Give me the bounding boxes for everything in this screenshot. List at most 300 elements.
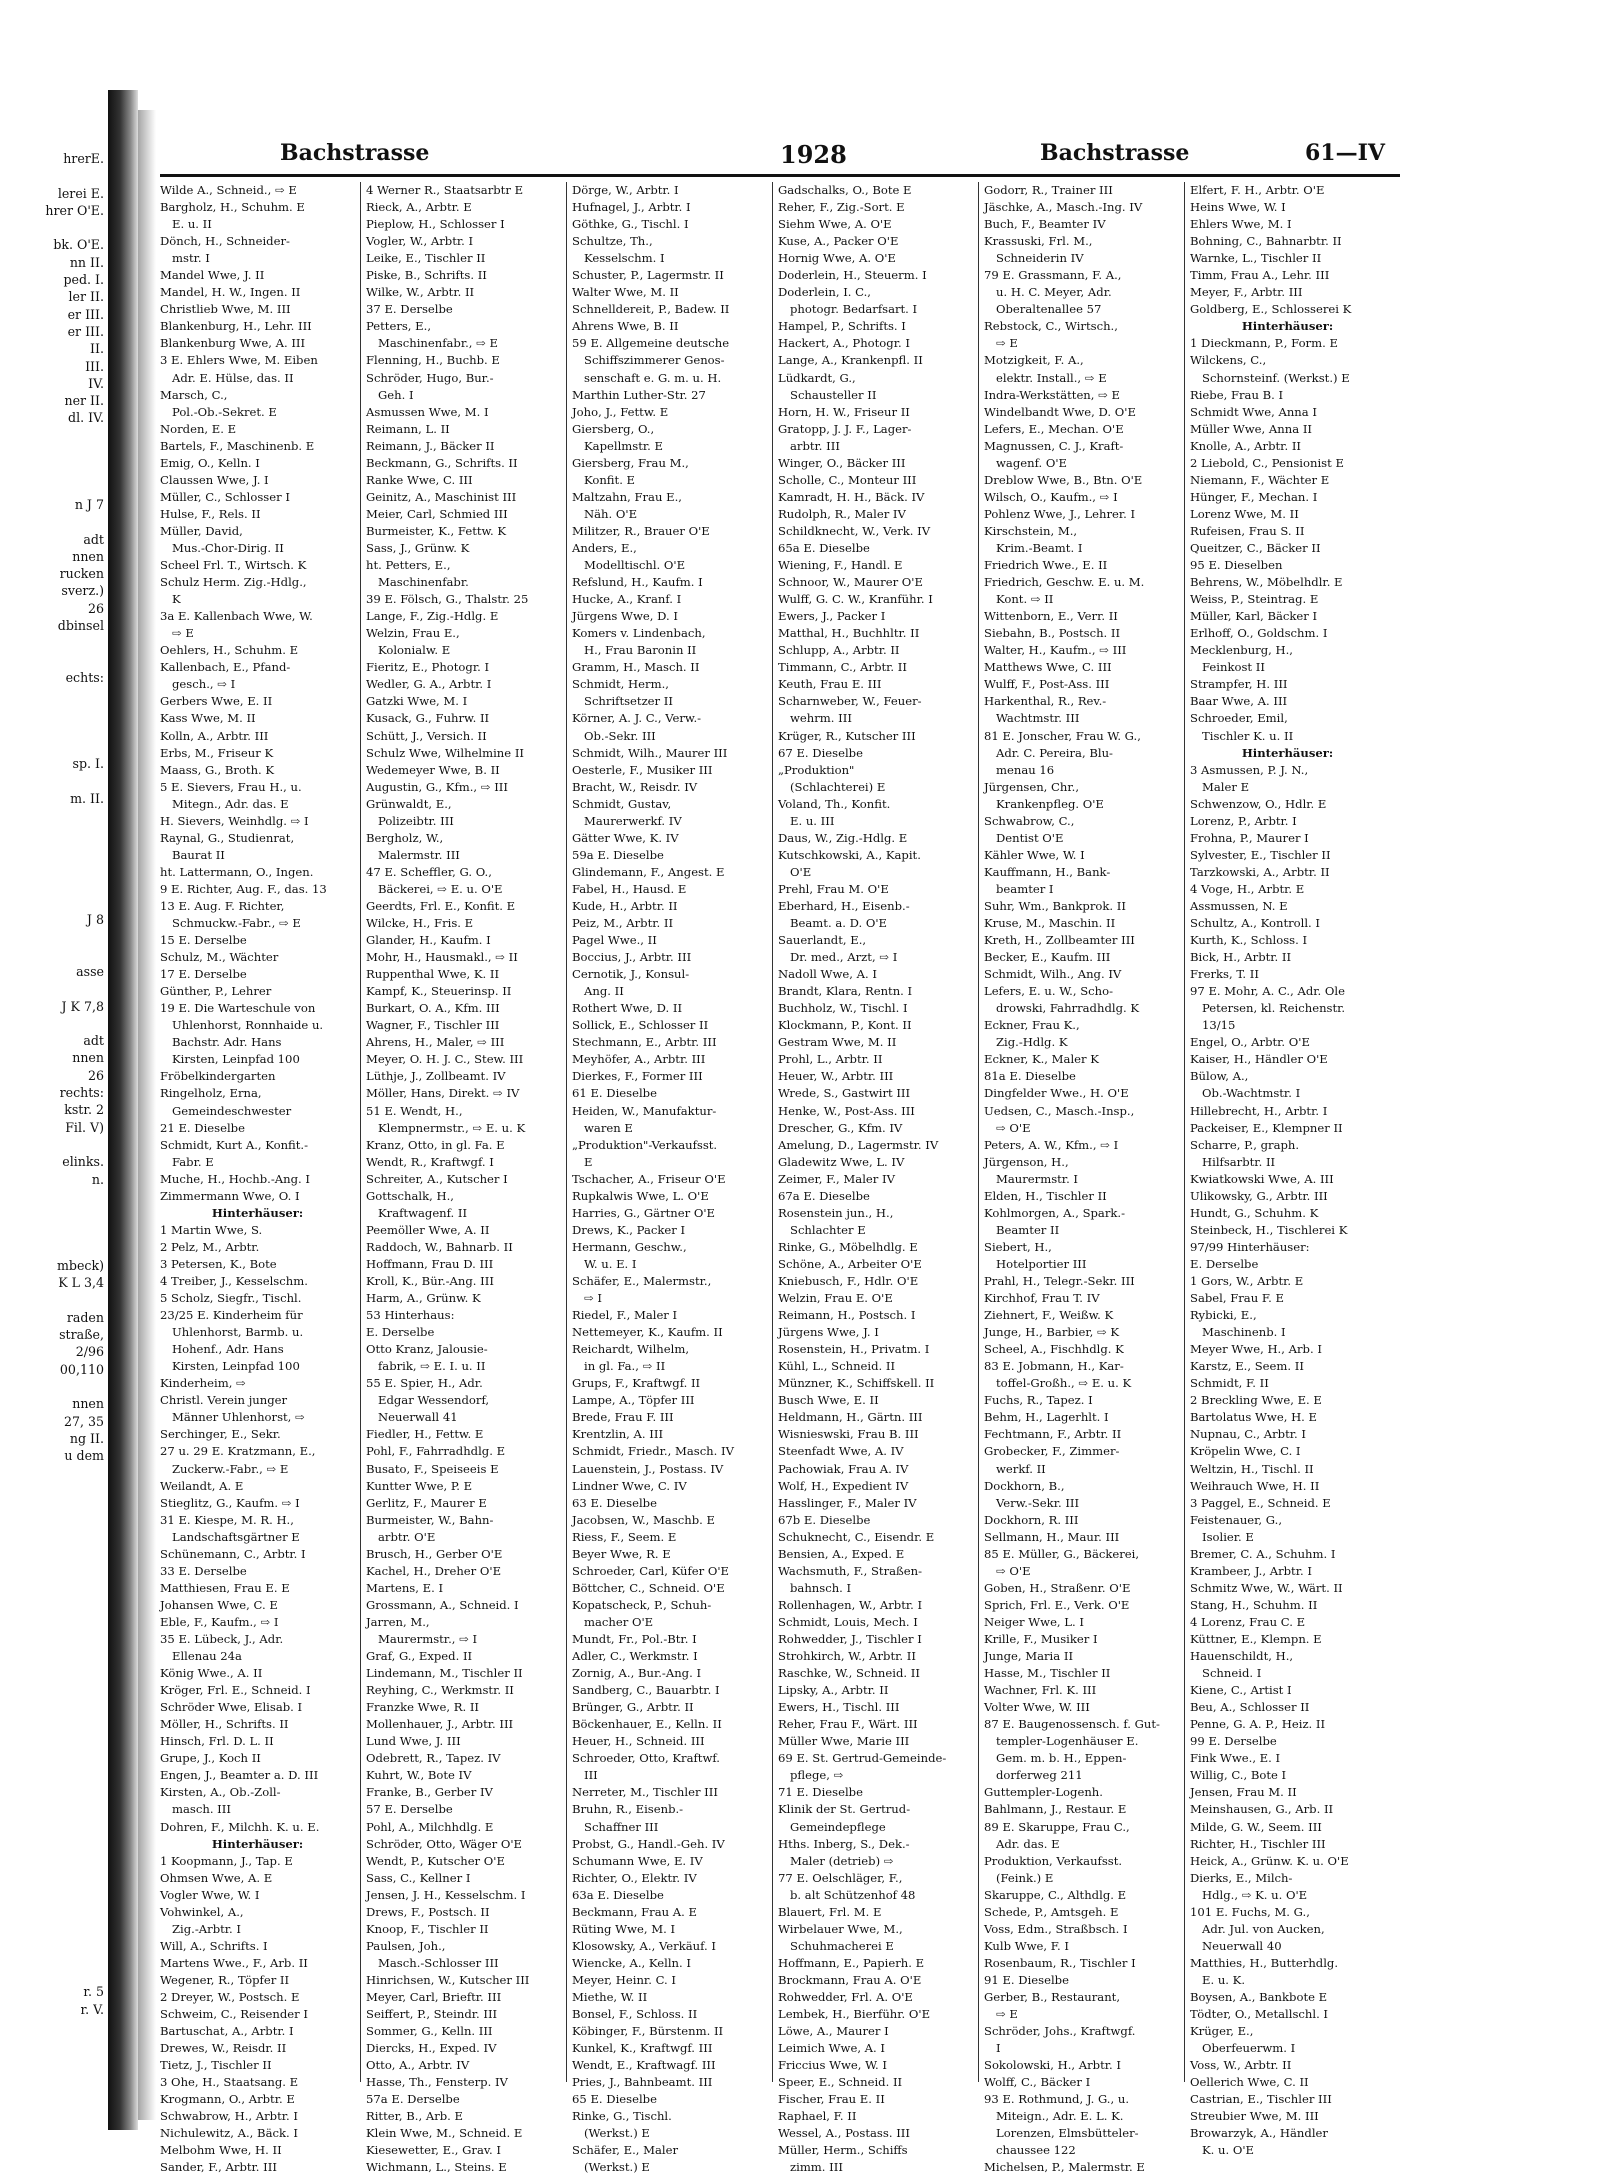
book-binding-gutter (108, 90, 138, 2130)
directory-entry: Schroeder, Otto, Kraftwf. (572, 1751, 720, 1766)
directory-entry: Schöne, A., Arbeiter O'E (778, 1256, 922, 1271)
directory-entry: Christlieb Wwe, M. III (160, 302, 291, 317)
directory-entry: Strampfer, H. III (1190, 677, 1288, 692)
directory-entry: Drews, F., Postsch. II (366, 1904, 490, 1919)
prev-page-line (0, 219, 106, 236)
directory-entry: Jäschke, A., Masch.-Ing. IV (984, 200, 1143, 215)
prev-page-line (0, 167, 106, 184)
prev-page-line (0, 1689, 106, 1706)
directory-entry: Sylvester, E., Tischler II (1190, 847, 1331, 862)
directory-entry: Timm, Frau A., Lehr. III (1190, 268, 1330, 283)
directory-entry: dorferweg 211 (996, 1768, 1083, 1783)
directory-entry: Jensen, Frau M. II (1190, 1785, 1297, 1800)
directory-entry: 63 E. Dieselbe (572, 1495, 657, 1510)
directory-entry: Isolier. E (1202, 1529, 1254, 1544)
prev-page-line (0, 704, 106, 721)
directory-entry: Kolonialw. E (378, 643, 451, 658)
directory-entry: Maass, G., Broth. K (160, 762, 275, 777)
directory-entry: Suhr, Wm., Bankprok. II (984, 898, 1126, 913)
directory-entry: Ang. II (584, 984, 624, 999)
directory-entry: Elden, H., Tischler II (984, 1188, 1107, 1203)
directory-entry: Daus, W., Zig.-Hdlg. E (778, 830, 908, 845)
directory-entry: Harkenthal, R., Rev.- (984, 694, 1107, 709)
prev-page-line (0, 1707, 106, 1724)
prev-page-line: ped. I. (63, 272, 104, 288)
directory-entry: Riedel, F., Maler I (572, 1308, 678, 1323)
directory-entry: Burmeister, W., Bahn- (366, 1512, 494, 1527)
directory-entry: 15 E. Derselbe (160, 933, 247, 948)
prev-page-line (0, 2053, 106, 2070)
column-6 (1190, 182, 1385, 2158)
directory-entry: ⇨ O'E (996, 1120, 1031, 1135)
directory-entry: Heiden, W., Manufaktur- (572, 1103, 717, 1118)
directory-entry: Wendt, P., Kutscher O'E (366, 1853, 505, 1868)
directory-entry: Skaruppe, C., Althdlg. E (984, 1887, 1127, 1902)
directory-entry: Heick, A., Grünw. K. u. O'E (1190, 1853, 1349, 1868)
directory-entry: Hinterhäuser: (211, 1205, 304, 1220)
directory-entry: Beamter II (996, 1222, 1060, 1237)
page-header (160, 130, 1400, 170)
directory-entry: 97 E. Mohr, A. C., Adr. Ole (1190, 984, 1345, 999)
directory-entry: Meyhöfer, A., Arbtr. III (572, 1052, 706, 1067)
directory-entry: 3a E. Kallenbach Wwe, W. (160, 609, 313, 624)
directory-entry: Lüdkardt, G., (778, 370, 856, 385)
directory-entry: Dentist O'E (996, 830, 1064, 845)
directory-entry: Klockmann, P., Kont. II (778, 1018, 912, 1033)
directory-entry: Gätter Wwe, K. IV (572, 830, 679, 845)
directory-entry: 61 E. Dieselbe (572, 1086, 657, 1101)
directory-entry: Kauffmann, H., Bank- (984, 864, 1111, 879)
directory-entry: Mecklenburg, H., (1190, 643, 1293, 658)
directory-entry: Fabr. E (172, 1154, 214, 1169)
directory-entry: Muche, H., Hochb.-Ang. I (160, 1171, 310, 1186)
directory-entry: Wiening, F., Handl. E (778, 558, 903, 573)
prev-page-line: sverz.) (61, 583, 104, 599)
directory-entry: Glander, H., Kaufm. I (366, 933, 491, 948)
directory-entry: Rupkalwis Wwe, L. O'E (572, 1188, 709, 1203)
prev-page-line: dbinsel (57, 618, 104, 634)
directory-entry: 5 E. Sievers, Frau H., u. (160, 779, 302, 794)
directory-entry: Timmann, C., Arbtr. II (778, 660, 907, 675)
directory-entry: Vogler Wwe, W. I (160, 1887, 260, 1902)
prev-page-line: IV. (88, 375, 104, 391)
directory-entry: arbtr. O'E (378, 1529, 436, 1544)
directory-entry: Schulz, M., Wächter (160, 950, 279, 965)
directory-entry: Warnke, L., Tischler II (1190, 251, 1322, 266)
directory-entry: Cernotik, J., Konsul- (572, 967, 690, 982)
directory-entry: K (172, 592, 181, 607)
directory-entry: Ohmsen Wwe, A. E (160, 1870, 273, 1885)
directory-entry: Pagel Wwe., II (572, 933, 657, 948)
directory-entry: Lindner Wwe, C. IV (572, 1478, 687, 1493)
directory-entry: Matthews Wwe, C. III (984, 660, 1112, 675)
directory-entry: Willig, C., Bote I (1190, 1768, 1287, 1783)
column-4 (778, 182, 973, 2175)
directory-entry: Boccius, J., Arbtr. III (572, 950, 692, 965)
directory-entry: 33 E. Derselbe (160, 1563, 247, 1578)
directory-entry: E (584, 1154, 593, 1169)
directory-entry: Kiene, C., Artist I (1190, 1683, 1292, 1698)
directory-entry: Kirschstein, M., (984, 523, 1078, 538)
directory-entry: Siebert, H., (984, 1239, 1052, 1254)
directory-entry: Grossmann, A., Schneid. I (366, 1597, 519, 1612)
prev-page-line: n J 7 (74, 496, 104, 512)
prev-page-line: hrerE. (63, 151, 104, 166)
directory-entry: Windelbandt Wwe, D. O'E (984, 404, 1136, 419)
directory-entry: Nichulewitz, A., Bäck. I (160, 2126, 298, 2141)
directory-entry: Mollenhauer, J., Arbtr. III (366, 1717, 514, 1732)
directory-entry: Raynal, G., Studienrat, (160, 830, 295, 845)
prev-page-line (0, 1880, 106, 1897)
directory-entry: Feinkost II (1202, 660, 1265, 675)
prev-page-line (0, 1222, 106, 1239)
directory-entry: Seiffert, P., Steindr. III (366, 2007, 498, 2022)
directory-entry: (Schlachterei) E (790, 779, 886, 794)
directory-entry: Tischler K. u. II (1202, 728, 1294, 743)
directory-entry: Petters, E., (366, 319, 432, 334)
directory-entry: Christl. Verein junger (160, 1393, 288, 1408)
directory-entry: 1 Koopmann, J., Tap. E (160, 1853, 293, 1868)
prev-page-line: kstr. 2 (64, 1102, 104, 1118)
directory-entry: ht. Petters, E., (366, 558, 451, 573)
directory-entry: Bohning, C., Bahnarbtr. II (1190, 234, 1342, 249)
directory-entry: Adr. Jul. von Aucken, (1202, 1921, 1325, 1936)
directory-entry: Komers v. Lindenbach, (572, 626, 706, 641)
directory-entry: 79 E. Grassmann, F. A., (984, 268, 1122, 283)
directory-entry: Kolln, A., Arbtr. III (160, 728, 269, 743)
directory-entry: Kroll, K., Bür.-Ang. III (366, 1274, 494, 1288)
directory-entry: Rosenbaum, R., Tischler I (984, 1955, 1136, 1970)
directory-entry: Lorenz Wwe, M. II (1190, 506, 1299, 521)
directory-entry: Franzke Wwe, R. II (366, 1700, 479, 1715)
directory-entry: Neiger Wwe, L. I (984, 1614, 1084, 1629)
directory-entry: Nettemeyer, K., Kaufm. II (572, 1325, 723, 1340)
directory-entry: Milde, G. W., Seem. III (1190, 1819, 1322, 1834)
directory-entry: Kröpelin Wwe, C. I (1190, 1444, 1301, 1459)
directory-entry: Ob.-Wachtmstr. I (1202, 1086, 1301, 1101)
prev-page-line (0, 1932, 106, 1949)
directory-entry: „Produktion" (778, 762, 855, 777)
directory-entry: Lauenstein, J., Postass. IV (572, 1461, 724, 1476)
directory-entry: Ob.-Sekr. III (584, 728, 656, 743)
directory-entry: Schuknecht, C., Eisendr. E (778, 1529, 935, 1544)
directory-entry: Schäfer, E., Maler (572, 2143, 679, 2158)
directory-entry: arbtr. III (790, 438, 840, 453)
directory-entry: Wulff, F., Post-Ass. III (984, 677, 1110, 692)
directory-entry: Landschaftsgärtner E (172, 1529, 300, 1544)
directory-entry: Günther, P., Lehrer (160, 984, 272, 999)
directory-entry: b. alt Schützenhof 48 (790, 1887, 916, 1902)
directory-entry: Raddoch, W., Bahnarb. II (366, 1239, 513, 1254)
prev-page-line: ng II. (69, 1430, 104, 1446)
directory-entry: 67a E. Dieselbe (778, 1188, 870, 1203)
directory-entry: Lampe, A., Töpfer III (572, 1393, 695, 1408)
directory-entry: 31 E. Kiespe, M. R. H., (160, 1512, 294, 1527)
directory-entry: Burmeister, K., Fettw. K (366, 523, 507, 538)
directory-entry: Wendt, E., Kraftwagf. III (572, 2058, 716, 2073)
directory-entry: Wolf, H., Expedient IV (778, 1478, 909, 1493)
directory-entry: Polizeibtr. III (378, 813, 454, 828)
prev-page-line (0, 1638, 106, 1655)
prev-page-line: mbeck) (56, 1258, 104, 1273)
directory-entry: Wilke, W., Arbtr. II (366, 285, 475, 300)
directory-entry: Welzin, Frau E. O'E (778, 1291, 893, 1306)
directory-entry: Kirsten, Leinpfad 100 (172, 1359, 300, 1374)
prev-page-line: er III. (67, 306, 104, 322)
directory-entry: Serchinger, E., Sekr. (160, 1427, 281, 1442)
directory-entry: Wittenborn, E., Verr. II (984, 609, 1118, 624)
directory-entry: Pries, J., Bahnbeamt. III (572, 2075, 713, 2090)
directory-entry: Sommer, G., Kelln. III (366, 2024, 493, 2039)
directory-entry: Dohren, F., Milchh. K. u. E. (160, 1819, 320, 1834)
directory-entry: Schlupp, A., Arbtr. II (778, 643, 900, 658)
directory-entry: Michelsen, P., Malermstr. E (984, 2160, 1145, 2175)
scan-top-margin (0, 0, 1600, 50)
directory-entry: Fiedler, H., Fettw. E (366, 1427, 484, 1442)
prev-page-line (0, 2018, 106, 2035)
directory-entry: Krogmann, O., Arbtr. E (160, 2092, 295, 2107)
directory-entry: Lindemann, M., Tischler II (366, 1666, 523, 1681)
directory-entry: Kwiatkowski Wwe, A. III (1190, 1171, 1334, 1186)
directory-entry: 93 E. Rothmund, J. G., u. (984, 2092, 1130, 2107)
prev-page-line: elinks. (62, 1154, 104, 1170)
directory-entry: Klosowsky, A., Verkäuf. I (572, 1938, 716, 1953)
directory-entry: Hucke, A., Kranf. I (572, 592, 682, 607)
directory-entry: Keuth, Frau E. III (778, 677, 882, 692)
directory-entry: Ringelholz, Erna, (160, 1086, 262, 1101)
directory-entry: Melbohm Wwe, H. II (160, 2143, 282, 2158)
directory-entry: Anders, E., (572, 540, 637, 555)
directory-entry: Krassuski, Frl. M., (984, 234, 1093, 249)
directory-entry: Diercks, H., Exped. IV (366, 2041, 497, 2056)
directory-entry: Geinitz, A., Maschinist III (366, 489, 517, 504)
directory-entry: Gem. m. b. H., Eppen- (996, 1751, 1127, 1766)
directory-entry: Reimann, L. II (366, 421, 450, 436)
directory-entry: 85 E. Müller, G., Bäckerei, (984, 1546, 1140, 1561)
directory-entry: Wedemeyer Wwe, B. II (366, 762, 500, 777)
directory-entry: Kachel, H., Dreher O'E (366, 1563, 502, 1578)
directory-entry: Jensen, J. H., Kesselschm. I (366, 1887, 526, 1902)
directory-entry: Rybicki, E., (1190, 1308, 1257, 1323)
directory-entry: Lorenzen, Elmsbütteler- (996, 2126, 1139, 2141)
directory-entry: Scharnweber, W., Feuer- (778, 694, 922, 709)
directory-entry: Kunkel, K., Kraftwgf. III (572, 2041, 713, 2056)
directory-entry: Fieritz, E., Photogr. I (366, 660, 490, 675)
directory-entry: Schroeder, Carl, Küfer O'E (572, 1563, 730, 1578)
directory-entry: Welzin, Frau E., (366, 626, 460, 641)
directory-entry: Wessel, A., Postass. III (778, 2126, 910, 2141)
directory-entry: Hundt, G., Schuhm. K (1190, 1205, 1319, 1220)
directory-entry: 3 E. Ehlers Wwe, M. Eiben (160, 353, 318, 368)
directory-entry: Ahrens, H., Maler, ⇨ III (366, 1035, 505, 1050)
directory-entry: Voland, Th., Konfit. (778, 796, 891, 811)
page-number: 61—IV (1305, 140, 1385, 166)
prev-page-line: nnen (72, 1050, 104, 1066)
directory-entry: Zig.-Hdlg. K (996, 1035, 1068, 1050)
directory-entry: Wedler, G. A., Arbtr. I (366, 677, 492, 692)
directory-entry: Pohlenz Wwe, J., Lehrer. I (984, 506, 1136, 521)
prev-page-line (0, 807, 106, 824)
directory-entry: Grupe, J., Koch II (160, 1751, 261, 1766)
directory-entry: Friccius Wwe, W. I (778, 2058, 888, 2073)
directory-entry: Lipsky, A., Arbtr. II (778, 1683, 889, 1698)
prev-page-line (0, 1205, 106, 1222)
directory-entry: Augustin, G., Kfm., ⇨ III (366, 779, 508, 794)
directory-entry: Meyer Wwe, H., Arb. I (1190, 1342, 1322, 1357)
directory-entry: Nerreter, M., Tischler III (572, 1785, 718, 1800)
directory-entry: werkf. II (996, 1461, 1046, 1476)
prev-page-line (0, 686, 106, 703)
prev-page-line (0, 1811, 106, 1828)
directory-entry: 101 E. Fuchs, M. G., (1190, 1904, 1310, 1919)
directory-entry: Behm, H., Lagerhlt. I (984, 1410, 1109, 1425)
directory-entry: Drescher, G., Kfm. IV (778, 1120, 903, 1135)
directory-entry: 91 E. Dieselbe (984, 1972, 1069, 1987)
directory-entry: Refslund, H., Kaufm. I (572, 575, 703, 590)
directory-entry: Uhlenhorst, Barmb. u. (172, 1325, 304, 1340)
directory-entry: Lange, A., Krankenpfl. II (778, 353, 923, 368)
directory-entry: Göthke, G., Tischl. I (572, 217, 689, 232)
directory-entry: Ellenau 24a (172, 1649, 242, 1664)
directory-entry: Rohwedder, Frl. A. O'E (778, 1989, 913, 2004)
directory-entry: Lefers, E., Mechan. O'E (984, 421, 1124, 436)
directory-entry: Schröder, Otto, Wäger O'E (366, 1836, 523, 1851)
directory-entry: photogr. Bedarfsart. I (790, 302, 918, 317)
directory-entry: Wolff, C., Bäcker I (984, 2075, 1091, 2090)
directory-entry: Indra-Werkstätten, ⇨ E (984, 387, 1121, 402)
directory-entry: Schmidt, Friedr., Masch. IV (572, 1444, 734, 1459)
directory-entry: Kesselschm. I (584, 251, 665, 266)
directory-entry: W. u. E. I (584, 1256, 637, 1271)
directory-entry: Beyer Wwe, R. E (572, 1546, 671, 1561)
directory-entry: Ranke Wwe, C. III (366, 472, 473, 487)
directory-entry: Gramm, H., Masch. II (572, 660, 700, 675)
column-divider (772, 182, 773, 2082)
directory-entry: Otto, A., Arbtr. IV (366, 2058, 470, 2073)
directory-entry: Schausteller II (790, 387, 877, 402)
directory-entry: 4 Treiber, J., Kesselschm. (160, 1274, 308, 1288)
directory-entry: Rudolph, R., Maler IV (778, 506, 906, 521)
prev-page-line: sp. I. (72, 756, 104, 772)
directory-entry: Schröder, Johs., Kraftwgf. (984, 2024, 1136, 2039)
directory-entry: Schneiderin IV (996, 251, 1084, 266)
directory-entry: Schulz Herm. Zig.-Hdlg., (160, 575, 307, 590)
directory-entry: 13/15 (1202, 1018, 1236, 1033)
directory-entry: Edgar Wessendorf, (378, 1393, 490, 1408)
directory-entry: Gemeindeschwester (172, 1103, 292, 1118)
directory-entry: Doderlein, H., Steuerm. I (778, 268, 927, 283)
directory-entry: Bartolatus Wwe, H. E (1190, 1410, 1318, 1425)
directory-entry: Gladewitz Wwe, L. IV (778, 1154, 905, 1169)
directory-entry: Pohl, F., Fahrradhdlg. E (366, 1444, 506, 1459)
directory-entry: Gemeindepflege (790, 1819, 886, 1834)
directory-entry: 3 Petersen, K., Bote (160, 1256, 277, 1271)
directory-entry: Marsch, C., (160, 387, 228, 402)
directory-entry: Maurermstr., ⇨ I (378, 1631, 478, 1646)
directory-entry: Frerks, T. II (1190, 967, 1259, 982)
directory-entry: 4 Lorenz, Frau C. E (1190, 1614, 1306, 1629)
directory-entry: 2 Breckling Wwe, E. E (1190, 1393, 1322, 1408)
directory-entry: Ziehnert, F., Weißw. K (984, 1308, 1114, 1323)
directory-entry: Oesterle, F., Musiker III (572, 762, 713, 777)
directory-entry: Reichardt, Wilhelm, (572, 1342, 690, 1357)
directory-entry: in gl. Fa., ⇨ II (584, 1359, 666, 1374)
prev-page-line (0, 1015, 106, 1032)
prev-page-line (0, 825, 106, 842)
prev-page-line (0, 1534, 106, 1551)
directory-entry: Hinterhäuser: (1241, 745, 1334, 760)
prev-page-line: ner II. (64, 393, 104, 409)
prev-page-line (0, 2087, 106, 2104)
prev-page-line (0, 1568, 106, 1585)
directory-entry: Grünwaldt, E., (366, 796, 452, 811)
directory-entry: Castrian, E., Tischler III (1190, 2092, 1332, 2107)
directory-entry: Probst, G., Handl.-Geh. IV (572, 1836, 725, 1851)
directory-entry: Oehlers, H., Schuhm. E (160, 643, 299, 658)
prev-page-line (0, 1292, 106, 1309)
directory-entry: Magnussen, C. J., Kraft- (984, 438, 1124, 453)
prev-page-line (0, 738, 106, 755)
directory-entry: Reimann, H., Postsch. I (778, 1308, 916, 1323)
directory-entry: Volter Wwe, W. III (984, 1700, 1090, 1715)
directory-entry: Bensien, A., Exped. E (778, 1546, 905, 1561)
prev-page-line (0, 461, 106, 478)
directory-entry: Bruhn, R., Eisenb.- (572, 1802, 684, 1817)
directory-entry: Uedsen, C., Masch.-Insp., (984, 1103, 1135, 1118)
directory-entry: Schmidt, Kurt A., Konfit.- (160, 1137, 309, 1152)
directory-entry: Schulz Wwe, Wilhelmine II (366, 745, 524, 760)
prev-page-line (0, 479, 106, 496)
directory-entry: Junge, H., Barbier, ⇨ K (984, 1325, 1120, 1340)
directory-entry: menau 16 (996, 762, 1055, 777)
directory-entry: Mandel, H. W., Ingen. II (160, 285, 301, 300)
directory-entry: Rollenhagen, W., Arbtr. I (778, 1597, 923, 1612)
directory-entry: Möller, Hans, Direkt. ⇨ IV (366, 1086, 520, 1101)
directory-entry: Klempnermstr., ⇨ E. u. K (378, 1120, 526, 1135)
year-heading: 1928 (780, 140, 847, 169)
prev-page-line: nnen (72, 1396, 104, 1412)
directory-entry: Asmussen Wwe, M. I (366, 404, 489, 419)
directory-entry: Maler E (1202, 779, 1250, 794)
directory-entry: Elfert, F. H., Arbtr. O'E (1190, 183, 1325, 197)
directory-entry: K. u. O'E (1202, 2143, 1255, 2158)
directory-entry: Dierks, E., Milch- (1190, 1870, 1293, 1885)
column-divider (978, 182, 979, 2082)
directory-entry: Baurat II (172, 847, 225, 862)
prev-page-line (0, 1586, 106, 1603)
directory-entry: Maler (detrieb) ⇨ (790, 1853, 894, 1868)
directory-entry: Jürgensen, Chr., (984, 779, 1080, 794)
directory-entry: Godorr, R., Trainer III (984, 183, 1113, 197)
prev-page-line (0, 1136, 106, 1153)
directory-entry: Kopatscheck, P., Schuh- (572, 1597, 712, 1612)
directory-entry: Lüthje, J., Zollbeamt. IV (366, 1069, 506, 1084)
prev-page-line: 2/96 (75, 1344, 104, 1360)
directory-entry: Männer Uhlenhorst, ⇨ (172, 1410, 305, 1425)
directory-entry: Buch, F., Beamter IV (984, 217, 1106, 232)
directory-entry: Kuhrt, W., Bote IV (366, 1768, 472, 1783)
prev-page-line (0, 980, 106, 997)
directory-entry: Drewes, W., Reisdr. II (160, 2041, 287, 2056)
directory-entry: Neuerwall 41 (378, 1410, 458, 1425)
directory-entry: Dierkes, F., Former III (572, 1069, 703, 1084)
prev-page-line: Fil. V) (65, 1119, 104, 1135)
directory-entry: Münzner, K., Schiffskell. II (778, 1376, 935, 1391)
prev-page-line: dl. IV. (68, 410, 104, 426)
directory-entry: Riess, F., Seem. E (572, 1529, 677, 1544)
directory-entry: Schultz, A., Kontroll. I (1190, 916, 1320, 931)
directory-entry: Sandberg, C., Bauarbtr. I (572, 1683, 720, 1698)
